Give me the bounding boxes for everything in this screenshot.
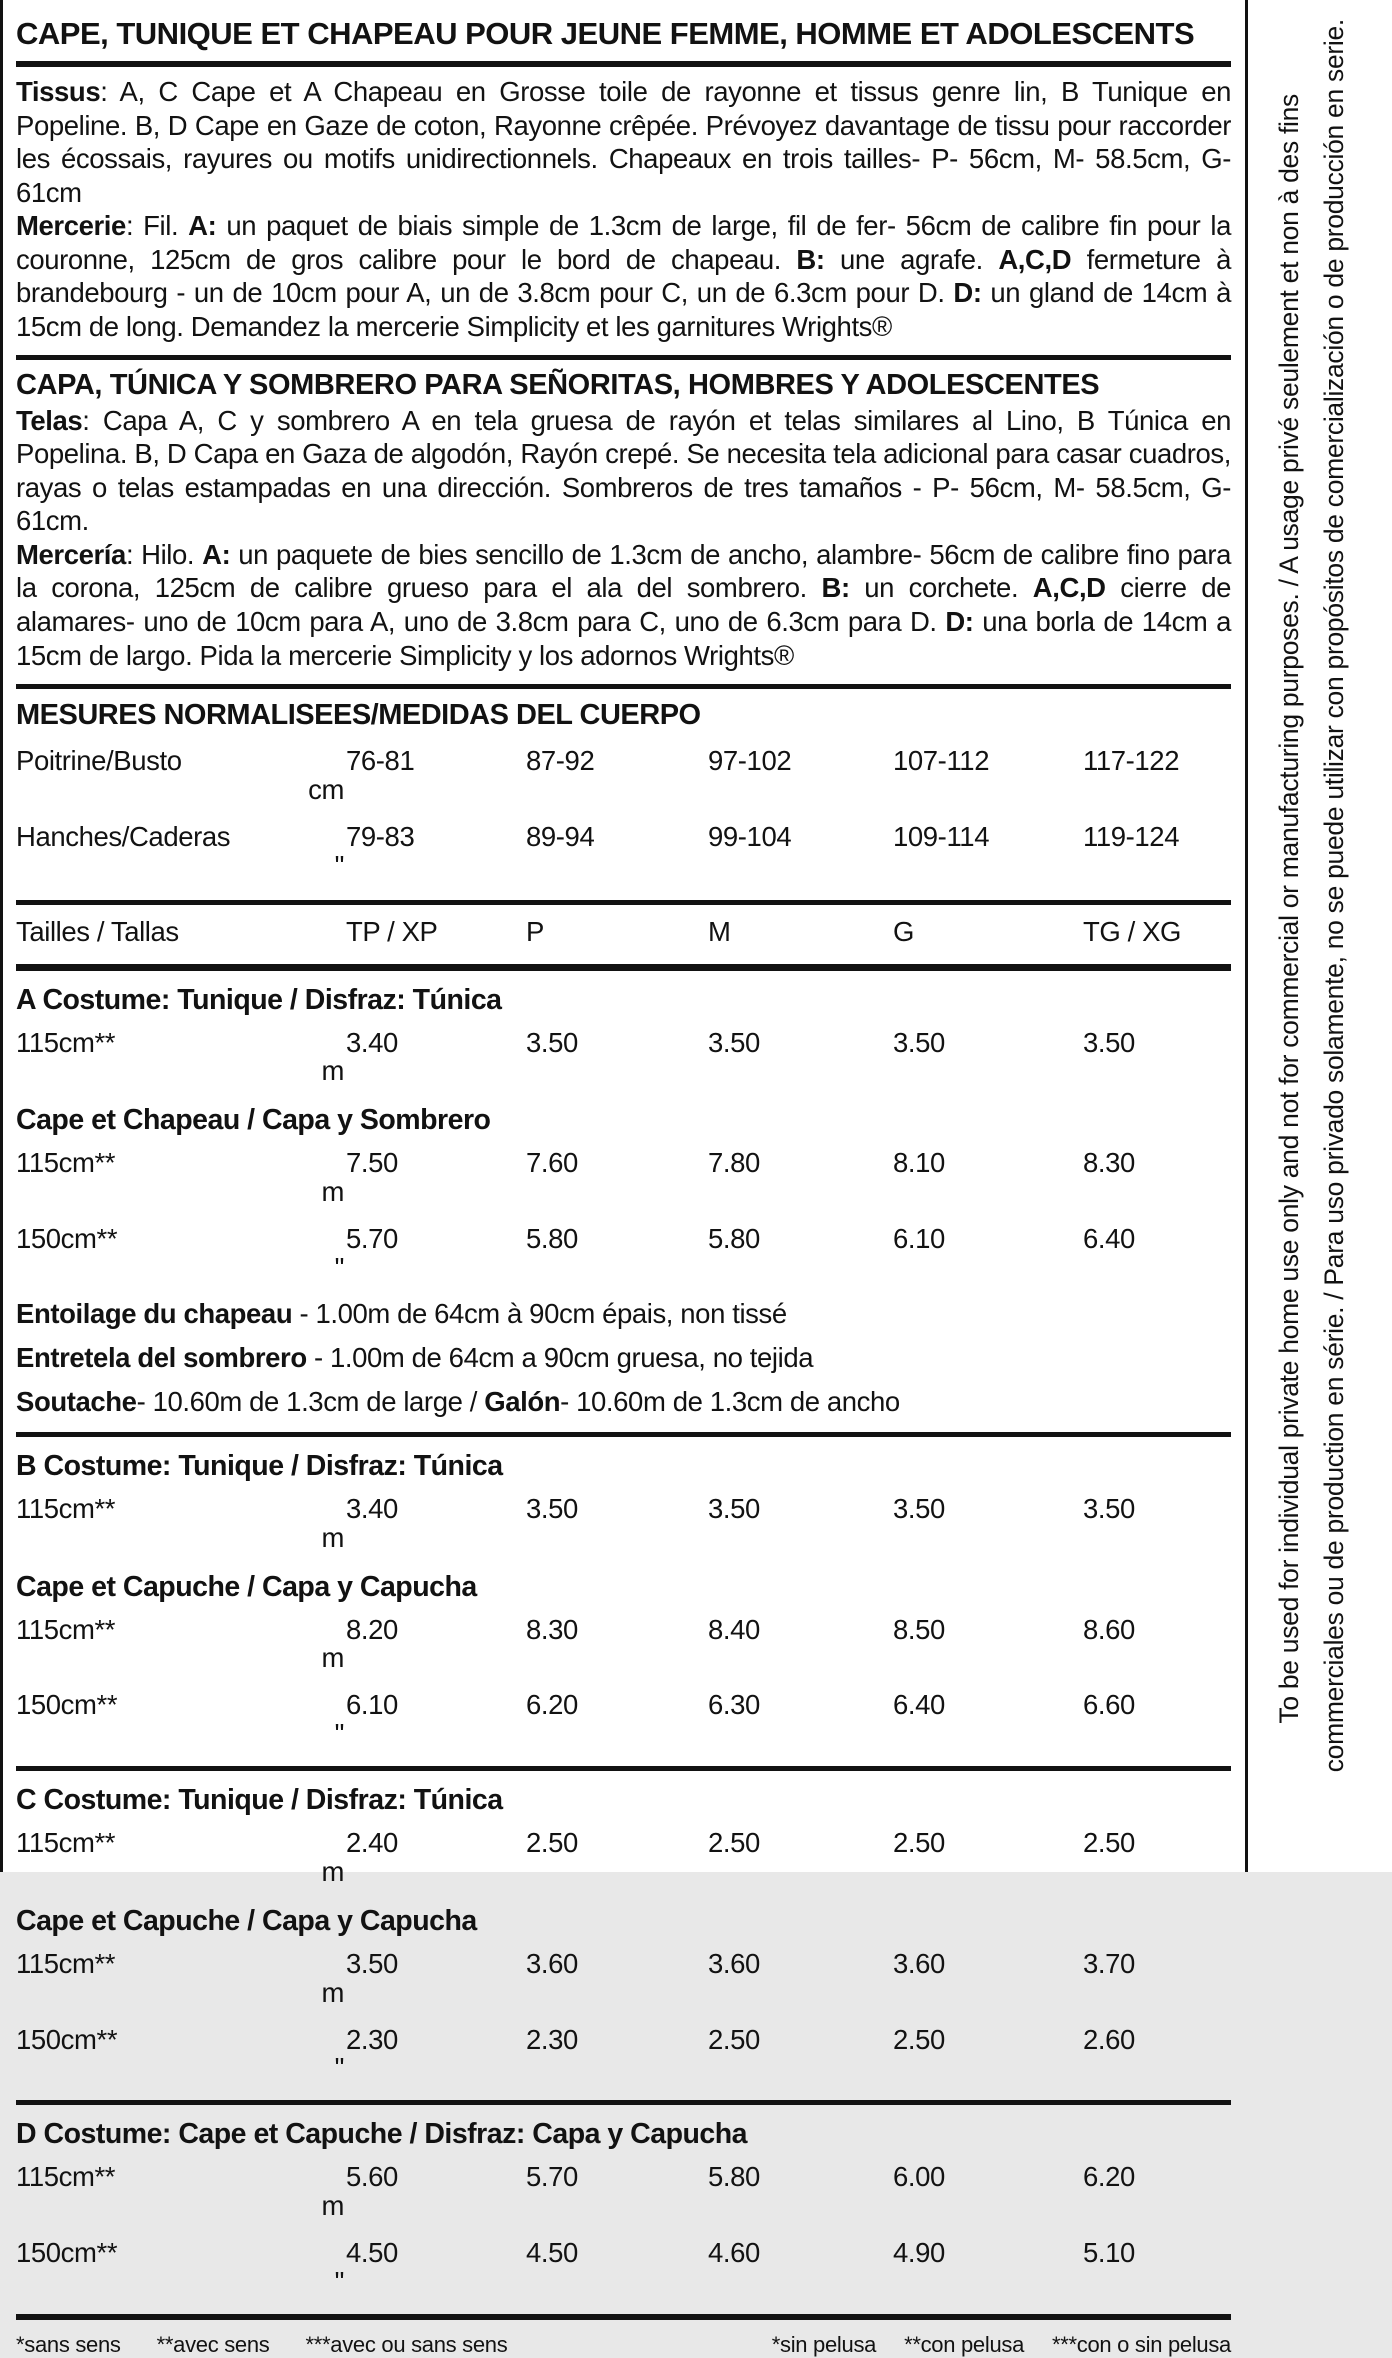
value-cell: 6.40 [1083, 1223, 1135, 1254]
value-cell: 87-92 [526, 745, 595, 777]
body-measurements-table [16, 689, 1231, 905]
value-cell: 6.10 [346, 1689, 398, 1721]
page-title-spanish: CAPA, TÚNICA Y SOMBRERO PARA SEÑORITAS, HOMBRES Y ADOLESCENTES [16, 369, 1100, 402]
value-cell: 3.50 [1083, 1492, 1135, 1524]
vertical-legal-sidebar [1248, 0, 1389, 1872]
row-label: Tailles / Tallas [16, 915, 179, 947]
yardage-row [16, 2017, 1231, 2093]
french-fabrics-paragraph [16, 75, 1231, 209]
page-title-french: CAPE, TUNIQUE ET CHAPEAU POUR JEUNE FEMME, HOMME ET ADOLESCENTS [16, 0, 1231, 67]
value-cell: 2.40 [346, 1827, 398, 1858]
text-segment: un corchete. [849, 572, 1033, 604]
value-cell: 5.80 [526, 1223, 578, 1254]
spacer-cell [1164, 1950, 1231, 1979]
row-label: 150cm** [16, 2237, 118, 2268]
value-cell: 3.50 [1083, 1026, 1135, 1058]
value-cell: 5.70 [526, 2161, 578, 2193]
sizes-row [16, 909, 1231, 956]
spacer-cell [1164, 1495, 1231, 1524]
row-label: 115cm** [16, 1492, 116, 1524]
costume-section [16, 971, 1231, 1437]
footnotes-french [16, 2332, 507, 2358]
spacer-cell [1164, 1225, 1231, 1254]
text-segment: una borla de 14cm a 15cm de largo. Pida la mercerie Simplicity y los adornos Wrights® [16, 606, 1231, 671]
value-cell: 8.60 [1083, 1613, 1135, 1645]
unit-cell: m [321, 1176, 344, 1208]
text-segment: - 1.00m de 64cm à 90cm épais, non tissé [292, 1297, 787, 1329]
row-label: 150cm** [16, 2023, 118, 2055]
french-materials-block [16, 67, 1231, 360]
note-row [16, 1292, 1231, 1336]
value-cell: 2.60 [1083, 2023, 1135, 2055]
spacer-cell [1164, 1616, 1231, 1645]
spacer-cell [1164, 747, 1231, 776]
value-cell: 5.80 [708, 2161, 760, 2193]
yardage-row [16, 1607, 1231, 1683]
footnote-item: **con pelusa [904, 2331, 1025, 2357]
yardage-row [16, 2154, 1231, 2230]
unit-cell: " [334, 1718, 344, 1750]
value-cell: 7.60 [526, 1147, 578, 1179]
text-segment: un paquete de bies sencillo de 1.3cm de ancho, alambre- 56cm de calibre fino para la corona, 125cm de calibre grueso para el ala del sombrero. [16, 538, 1231, 604]
unit-cell: m [321, 1521, 344, 1553]
row-label: 115cm** [16, 1026, 116, 1058]
unit-cell: " [334, 2265, 344, 2297]
row-label: Hanches/Caderas [16, 820, 231, 852]
value-cell: 3.50 [346, 1947, 398, 1979]
value-cell: G [893, 915, 914, 947]
section-heading: Cape et Capuche / Capa y Capucha [16, 1904, 477, 1937]
text-segment: : Capa A, C y sombrero A en tela gruesa de rayón et telas similares al Lino, B Túnica en Popelina. B, D Capa en Gaza de algodón, Rayón crepé. Se necesita tela adicional para casar cuadros, rayas o telas estampadas en una dirección. Sombreros de tres tamaños - P- 56cm, M- 58.5cm, G-61cm. [16, 404, 1231, 537]
text-segment: Galón [484, 1385, 561, 1417]
value-cell: 89-94 [526, 820, 595, 852]
section-heading: A Costume: Tunique / Disfraz: Túnica [16, 983, 502, 1016]
text-segment: D: [953, 277, 982, 309]
legal-text-line-2: commerciales ou de production en série. / Para uso privado solamente, no se puede utilizar con propósitos de comercialización o de producción en serie. [1319, 18, 1349, 1772]
value-cell: 5.80 [708, 1223, 760, 1254]
yardage-row [16, 2230, 1231, 2306]
sizes-row-wrap [16, 905, 1231, 971]
footnote-item: **avec sens [156, 2331, 270, 2357]
value-cell: 6.20 [1083, 2161, 1135, 2193]
unit-cell: " [334, 2052, 344, 2084]
unit-cell: m [321, 2190, 344, 2222]
value-cell: 109-114 [893, 820, 990, 852]
footnote-item: ***con o sin pelusa [1052, 2331, 1231, 2357]
spacer-cell [1164, 918, 1231, 947]
text-segment: A,C,D [998, 243, 1072, 275]
value-cell: 117-122 [1083, 745, 1180, 777]
footnote-item: *sin pelusa [771, 2331, 877, 2357]
value-cell: 4.50 [526, 2237, 578, 2268]
row-label: 150cm** [16, 1689, 118, 1721]
value-cell: 5.60 [346, 2161, 398, 2193]
value-cell: 8.30 [1083, 1147, 1135, 1179]
text-segment: B: [796, 243, 825, 275]
value-cell: 3.50 [708, 1492, 760, 1524]
spacer-cell [1164, 2239, 1231, 2268]
value-cell: 119-124 [1083, 820, 1180, 852]
spacer-cell [1164, 1029, 1231, 1058]
spacer-cell [1164, 823, 1231, 852]
value-cell: 8.40 [708, 1613, 760, 1645]
text-segment: - 10.60m de 1.3cm de ancho [560, 1385, 900, 1417]
unit-cell: m [321, 1976, 344, 2008]
value-cell: 3.60 [526, 1947, 578, 1979]
unit-cell: " [334, 849, 344, 881]
value-cell: 2.50 [526, 1827, 578, 1858]
unit-cell: cm [308, 774, 344, 805]
value-cell: 8.10 [893, 1147, 945, 1179]
value-cell: 3.60 [708, 1947, 760, 1979]
unit-cell: m [321, 1855, 344, 1887]
row-label: 115cm** [16, 2161, 116, 2193]
value-cell: 2.50 [708, 2023, 760, 2055]
text-segment: D: [945, 606, 974, 638]
costume-section [16, 1437, 1231, 1771]
value-cell: 107-112 [893, 745, 990, 777]
value-cell: 6.20 [526, 1689, 578, 1721]
row-label: 115cm** [16, 1613, 116, 1645]
sizes-header-row [16, 909, 1231, 956]
value-cell: 76-81 [346, 745, 415, 777]
yardage-row [16, 1486, 1231, 1562]
row-label: 115cm** [16, 1147, 116, 1179]
row-label: 150cm** [16, 1223, 118, 1254]
text-segment: un paquet de biais simple de 1.3cm de large, fil de fer- 56cm de calibre fin pour la couronne, 125cm de gros calibre pour le bord de chapeau. [16, 210, 1231, 275]
value-cell: 2.30 [526, 2023, 578, 2055]
footnotes [16, 2320, 1231, 2358]
section-heading: D Costume: Cape et Capuche / Disfraz: Capa y Capucha [16, 2118, 748, 2151]
row-label: 115cm** [16, 1827, 116, 1858]
value-cell: 8.30 [526, 1613, 578, 1645]
row-label: Poitrine/Busto [16, 745, 182, 777]
value-cell: 2.50 [1083, 1827, 1135, 1858]
value-cell: 99-104 [708, 820, 792, 852]
text-segment: : Fil. [125, 210, 189, 242]
spacer-cell [1164, 1149, 1231, 1178]
unit-cell: m [321, 1642, 344, 1674]
spacer-cell [1164, 1829, 1231, 1858]
value-cell: 6.60 [1083, 1689, 1135, 1721]
measurement-row [16, 738, 1231, 814]
value-cell: 6.40 [893, 1689, 945, 1721]
french-notions-paragraph [16, 209, 1231, 343]
value-cell: 97-102 [708, 745, 792, 777]
section-heading: C Costume: Tunique / Disfraz: Túnica [16, 1784, 503, 1816]
value-cell: 8.20 [346, 1613, 398, 1645]
value-cell: 3.50 [526, 1492, 578, 1524]
value-cell: 6.10 [893, 1223, 945, 1254]
value-cell: 4.60 [708, 2237, 760, 2268]
value-cell: 3.70 [1083, 1947, 1135, 1979]
spacer-cell [1164, 2163, 1231, 2192]
value-cell: 8.50 [893, 1613, 945, 1645]
yardage-row [16, 1020, 1231, 1096]
yardage-row [16, 1216, 1231, 1292]
value-cell: 3.60 [893, 1947, 945, 1979]
section-heading: Cape et Chapeau / Capa y Sombrero [16, 1104, 491, 1137]
yardage-sections [16, 971, 1231, 2320]
text-segment: - 10.60m de 1.3cm de large / [136, 1385, 485, 1417]
text-segment: B: [821, 572, 850, 604]
text-segment: Entretela del sombrero [16, 1341, 307, 1373]
legal-text-line-1: To be used for individual private home use only and not for commercial or manufacturing purposes. / A usage privé seulement et non à des fins [1274, 94, 1304, 1724]
text-segment: Soutache [16, 1385, 137, 1417]
text-segment: A,C,D [1032, 572, 1106, 604]
spacer-cell [1164, 2026, 1231, 2055]
spanish-materials-block [16, 360, 1231, 689]
text-segment: A: [188, 210, 217, 242]
section-heading: B Costume: Tunique / Disfraz: Túnica [16, 1449, 503, 1482]
value-cell: P [526, 915, 544, 947]
text-segment: : Hilo. [125, 538, 203, 570]
measurements-header: MESURES NORMALISEES/MEDIDAS DEL CUERPO [16, 699, 701, 732]
section-heading: Cape et Capuche / Capa y Capucha [16, 1570, 477, 1603]
value-cell: 6.00 [893, 2161, 945, 2193]
text-segment: un gland de 14cm à 15cm de long. Demandez la mercerie Simplicity et les garnitures Wrights® [16, 277, 1231, 342]
value-cell: 6.30 [708, 1689, 760, 1721]
footnote-item: ***avec ou sans sens [305, 2331, 508, 2357]
value-cell: 2.30 [346, 2023, 398, 2055]
value-cell: TP / XP [346, 915, 438, 947]
value-cell: 4.90 [893, 2237, 945, 2268]
value-cell: 2.50 [893, 1827, 945, 1858]
measurement-row [16, 814, 1231, 890]
yardage-row [16, 1682, 1231, 1758]
yardage-row [16, 1941, 1231, 2017]
unit-cell: m [321, 1055, 344, 1087]
value-cell: TG / XG [1083, 915, 1182, 947]
spanish-fabrics-paragraph [16, 404, 1231, 538]
value-cell: 3.50 [893, 1026, 945, 1058]
text-segment: fermeture à brandebourg - un de 10cm pour A, un de 3.8cm pour C, un de 6.3cm pour D. [16, 243, 1231, 309]
value-cell: 5.10 [1083, 2237, 1135, 2268]
text-segment: Tissus [16, 76, 101, 107]
value-cell: 4.50 [346, 2237, 398, 2268]
value-cell: 3.40 [346, 1026, 398, 1058]
text-segment: - 1.00m de 64cm a 90cm gruesa, no tejida [306, 1341, 814, 1373]
text-segment: Mercería [16, 538, 126, 570]
text-segment: Entoilage du chapeau [16, 1297, 293, 1329]
footnotes-spanish [772, 2332, 1231, 2358]
value-cell: 2.50 [708, 1827, 760, 1858]
value-cell: 3.50 [708, 1026, 760, 1058]
spacer-cell [1164, 1691, 1231, 1720]
costume-section [16, 1771, 1231, 2105]
value-cell: 2.50 [893, 2023, 945, 2055]
unit-cell: " [334, 1251, 344, 1283]
value-cell: 5.70 [346, 1223, 398, 1254]
text-segment: Telas [16, 404, 83, 436]
value-cell: 7.50 [346, 1147, 398, 1179]
note-row [16, 1380, 1231, 1424]
yardage-row [16, 1140, 1231, 1216]
text-segment: A: [202, 538, 231, 570]
value-cell: M [708, 915, 731, 947]
value-cell: 79-83 [346, 820, 415, 852]
costume-section [16, 2105, 1231, 2320]
text-segment: : A, C Cape et A Chapeau en Grosse toile de rayonne et tissus genre lin, B Tunique en Popeline. B, D Cape en Gaze de coton, Rayonne crêpée. Prévoyez davantage de tissu pour raccorder les écossais, rayures ou motifs unidirectionnels. Chapeaux en trois tailles- P- 56cm, M- 58.5cm, G-61cm [16, 76, 1231, 208]
value-cell: 3.50 [526, 1026, 578, 1058]
footnote-item: *sans sens [16, 2331, 121, 2357]
measurements-rows [16, 738, 1231, 890]
yardage-row [16, 1820, 1231, 1896]
text-segment: une agrafe. [824, 243, 999, 275]
value-cell: 7.80 [708, 1147, 760, 1179]
note-row [16, 1336, 1231, 1380]
value-cell: 3.40 [346, 1492, 398, 1524]
text-segment: cierre de alamares- uno de 10cm para A, uno de 3.8cm para C, uno de 6.3cm para D. [16, 572, 1231, 638]
spanish-notions-paragraph [16, 538, 1231, 672]
value-cell: 3.50 [893, 1492, 945, 1524]
text-segment: Mercerie [16, 210, 126, 242]
row-label: 115cm** [16, 1947, 116, 1979]
